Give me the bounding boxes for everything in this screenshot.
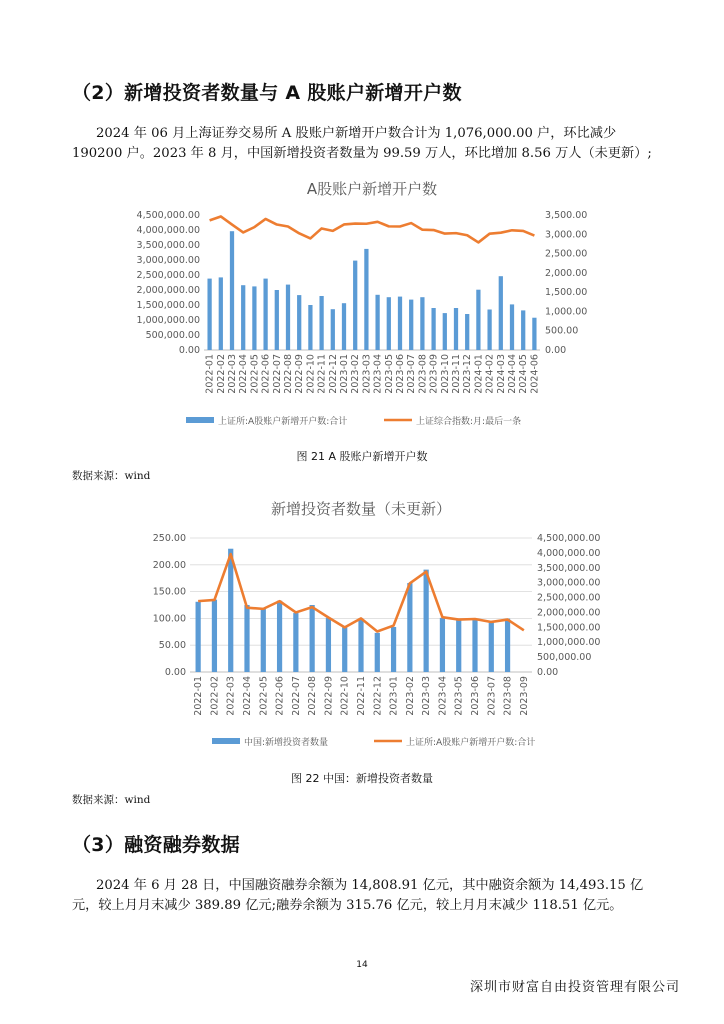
- x-axis-tick-label: 2022-03: [227, 354, 238, 394]
- bar: [487, 310, 491, 351]
- bar: [420, 297, 424, 350]
- figure22-source: 数据来源：wind: [72, 794, 151, 806]
- x-axis-tick-label: 2024-04: [507, 354, 518, 394]
- x-axis-tick-label: 2024-03: [495, 354, 507, 394]
- left-axis-tick-label: 3,500,000.00: [136, 240, 200, 251]
- bar: [499, 276, 503, 350]
- bar: [342, 303, 346, 350]
- bar: [241, 285, 245, 350]
- bar: [431, 308, 435, 350]
- x-axis-tick-label: 2023-08: [502, 676, 514, 716]
- right-axis-tick-label: 3,000,000.00: [537, 577, 601, 589]
- bar: [505, 619, 510, 672]
- left-axis-tick-label: 250.00: [152, 533, 186, 544]
- left-axis-tick-label: 100.00: [152, 613, 186, 625]
- bar: [196, 602, 201, 672]
- footer-company: 深圳市财富自由投资管理有限公司: [470, 980, 681, 995]
- x-axis-tick-label: 2022-01: [193, 676, 205, 716]
- bar: [510, 304, 514, 350]
- x-axis-tick-label: 2022-11: [316, 354, 328, 394]
- right-axis-tick-label: 2,500.00: [545, 248, 588, 260]
- left-axis-tick-label: 1,500,000.00: [136, 300, 200, 311]
- x-axis-tick-label: 2022-09: [323, 676, 335, 716]
- x-axis-tick-label: 2022-03: [225, 676, 237, 716]
- bar: [398, 297, 402, 350]
- right-axis-tick-label: 3,500.00: [545, 210, 588, 221]
- section2-paragraph-line2: 190200 户。2023 年 8 月，中国新增投资者数量为 99.59 万人，环比增加 8.56 万人（未更新）;: [72, 146, 652, 161]
- right-axis-tick-label: 1,500,000.00: [537, 622, 601, 634]
- right-axis-tick-label: 1,000,000.00: [537, 637, 601, 649]
- chart-title: A股账户新增开户数: [306, 180, 438, 198]
- bar: [407, 583, 412, 672]
- bar: [219, 277, 223, 350]
- x-axis-tick-label: 2023-03: [361, 354, 373, 394]
- bar: [342, 628, 347, 672]
- bar: [364, 249, 368, 350]
- bar: [532, 318, 536, 350]
- legend-label: 上证所:A股账户新增开户数:合计: [218, 417, 348, 427]
- section3-paragraph-line2: 元，较上月月末减少 389.89 亿元;融券余额为 315.76 亿元，较上月月末减少 118.51 亿元。: [72, 898, 623, 913]
- section-heading-investors: （2）新增投资者数量与 A 股账户新增开户数: [72, 82, 462, 104]
- right-axis-tick-label: 1,000.00: [545, 306, 588, 318]
- bar: [521, 310, 525, 350]
- x-axis-tick-label: 2023-07: [486, 676, 498, 716]
- legend-label: 上证综合指数:月:最后一条: [416, 417, 522, 427]
- x-axis-tick-label: 2022-09: [294, 354, 306, 394]
- bar: [409, 300, 413, 350]
- right-axis-tick-label: 500,000.00: [537, 652, 592, 664]
- x-axis-tick-label: 2024-01: [473, 354, 485, 394]
- right-axis-tick-label: 2,000.00: [545, 267, 588, 279]
- bar: [261, 609, 266, 672]
- bar: [472, 620, 477, 672]
- x-axis-tick-label: 2023-03: [421, 676, 433, 716]
- x-axis-tick-label: 2022-04: [242, 676, 253, 716]
- x-axis-tick-label: 2023-10: [439, 354, 451, 394]
- x-axis-tick-label: 2024-02: [484, 354, 496, 394]
- x-axis-tick-label: 2022-08: [283, 354, 294, 394]
- legend-label: 上证所:A股账户新增开户数:合计: [406, 738, 536, 748]
- right-axis-tick-label: 4,500,000.00: [537, 533, 601, 544]
- x-axis-tick-label: 2022-05: [249, 354, 261, 394]
- bar: [387, 297, 391, 350]
- left-axis-tick-label: 0.00: [178, 345, 200, 356]
- figure21-source: 数据来源：wind: [72, 470, 151, 482]
- x-axis-tick-label: 2023-05: [453, 676, 465, 716]
- page-number: 14: [356, 960, 368, 970]
- bar: [331, 309, 335, 350]
- left-axis-tick-label: 1,000,000.00: [136, 315, 200, 326]
- left-axis-tick-label: 500,000.00: [145, 330, 200, 341]
- chart-title: 新增投资者数量（未更新）: [270, 500, 452, 518]
- x-axis-tick-label: 2022-05: [258, 676, 270, 716]
- bar: [476, 290, 480, 350]
- bar: [454, 308, 458, 350]
- x-axis-tick-label: 2024-06: [529, 354, 541, 394]
- left-axis-tick-label: 50.00: [158, 640, 186, 652]
- figure22-caption: 图 22 中国：新增投资者数量: [291, 772, 433, 785]
- x-axis-tick-label: 2022-07: [271, 354, 283, 394]
- bar: [465, 314, 469, 350]
- bar: [212, 600, 217, 672]
- x-axis-tick-label: 2023-01: [388, 676, 400, 716]
- x-axis-tick-label: 2022-02: [215, 354, 227, 394]
- right-axis-tick-label: 2,500,000.00: [537, 592, 601, 604]
- right-axis-tick-label: 4,000,000.00: [537, 547, 601, 559]
- x-axis-tick-label: 2022-12: [327, 354, 339, 394]
- right-axis-tick-label: 1,500.00: [545, 287, 588, 299]
- x-axis-tick-label: 2022-07: [290, 676, 302, 716]
- section2-paragraph-line1: 2024 年 06 月上海证券交易所 A 股账户新增开户数合计为 1,076,000.00 户，环比减少: [96, 126, 617, 141]
- right-axis-tick-label: 3,000.00: [545, 229, 588, 241]
- x-axis-tick-label: 2023-08: [417, 354, 429, 394]
- chart-new-investors: [140, 490, 620, 760]
- x-axis-tick-label: 2022-12: [372, 676, 384, 716]
- bar: [310, 605, 315, 672]
- bar: [375, 295, 379, 350]
- x-axis-tick-label: 2022-02: [209, 676, 221, 716]
- bar: [391, 627, 396, 672]
- bar: [263, 279, 267, 350]
- x-axis-tick-label: 2023-05: [383, 354, 395, 394]
- left-axis-tick-label: 2,500,000.00: [136, 270, 200, 281]
- left-axis-tick-label: 0.00: [164, 667, 186, 678]
- x-axis-tick-label: 2022-06: [260, 354, 272, 394]
- section3-paragraph-line1: 2024 年 6 月 28 日，中国融资融券余额为 14,808.91 亿元，其中融资余额为 14,493.15 亿: [96, 878, 644, 893]
- legend-swatch-bar: [212, 738, 240, 744]
- bar: [277, 601, 282, 672]
- x-axis-tick-label: 2023-01: [339, 354, 350, 394]
- x-axis-tick-label: 2023-09: [428, 354, 440, 394]
- bar: [252, 286, 256, 350]
- bar: [244, 605, 249, 672]
- x-axis-tick-label: 2022-11: [356, 676, 367, 716]
- x-axis-tick-label: 2023-07: [406, 354, 418, 394]
- section-heading-margin: （3）融资融券数据: [72, 834, 240, 856]
- bar: [443, 313, 447, 350]
- left-axis-tick-label: 200.00: [152, 559, 186, 571]
- left-axis-tick-label: 4,500,000.00: [136, 210, 200, 221]
- x-axis-tick-label: 2022-10: [339, 676, 351, 716]
- x-axis-tick-label: 2024-05: [518, 354, 530, 394]
- bar: [353, 261, 357, 350]
- x-axis-tick-label: 2023-12: [462, 354, 474, 394]
- bar: [489, 623, 494, 672]
- right-axis-tick-label: 3,500,000.00: [537, 562, 601, 574]
- bar: [286, 285, 290, 350]
- legend-swatch-bar: [186, 417, 214, 423]
- legend-label: 中国:新增投资者数量: [244, 738, 329, 748]
- bar: [375, 633, 380, 672]
- bar: [326, 618, 331, 672]
- bar: [230, 231, 234, 350]
- x-axis-tick-label: 2023-04: [372, 354, 384, 394]
- right-axis-tick-label: 2,000,000.00: [537, 607, 601, 619]
- left-axis-tick-label: 150.00: [152, 586, 186, 598]
- bar: [228, 549, 233, 672]
- x-axis-tick-label: 2023-11: [451, 354, 462, 394]
- left-axis-tick-label: 4,000,000.00: [136, 225, 200, 236]
- x-axis-tick-label: 2023-02: [404, 676, 416, 716]
- x-axis-tick-label: 2023-04: [437, 676, 449, 716]
- series-line: [210, 216, 535, 242]
- left-axis-tick-label: 3,000,000.00: [136, 255, 200, 266]
- chart-a-share-new-accounts: [120, 170, 590, 440]
- left-axis-tick-label: 2,000,000.00: [136, 285, 200, 296]
- bar: [308, 305, 312, 350]
- x-axis-tick-label: 2022-04: [238, 354, 250, 394]
- bar: [207, 279, 211, 350]
- x-axis-tick-label: 2023-06: [395, 354, 406, 394]
- x-axis-tick-label: 2022-08: [307, 676, 319, 716]
- bar: [456, 620, 461, 672]
- bar: [424, 570, 429, 672]
- x-axis-tick-label: 2023-09: [518, 676, 530, 716]
- bar: [297, 295, 301, 350]
- bar: [275, 290, 279, 350]
- x-axis-tick-label: 2022-01: [204, 354, 216, 394]
- x-axis-tick-label: 2022-10: [305, 354, 317, 394]
- x-axis-tick-label: 2023-02: [350, 354, 362, 394]
- x-axis-tick-label: 2022-06: [274, 676, 286, 716]
- right-axis-tick-label: 0.00: [545, 345, 567, 356]
- x-axis-tick-label: 2023-06: [470, 676, 481, 716]
- bar: [319, 296, 323, 350]
- right-axis-tick-label: 500.00: [545, 325, 579, 337]
- bar: [293, 613, 298, 672]
- bar: [358, 619, 363, 672]
- right-axis-tick-label: 0.00: [537, 667, 559, 678]
- bar: [440, 618, 445, 672]
- figure21-caption: 图 21 A 股账户新增开户数: [296, 450, 428, 463]
